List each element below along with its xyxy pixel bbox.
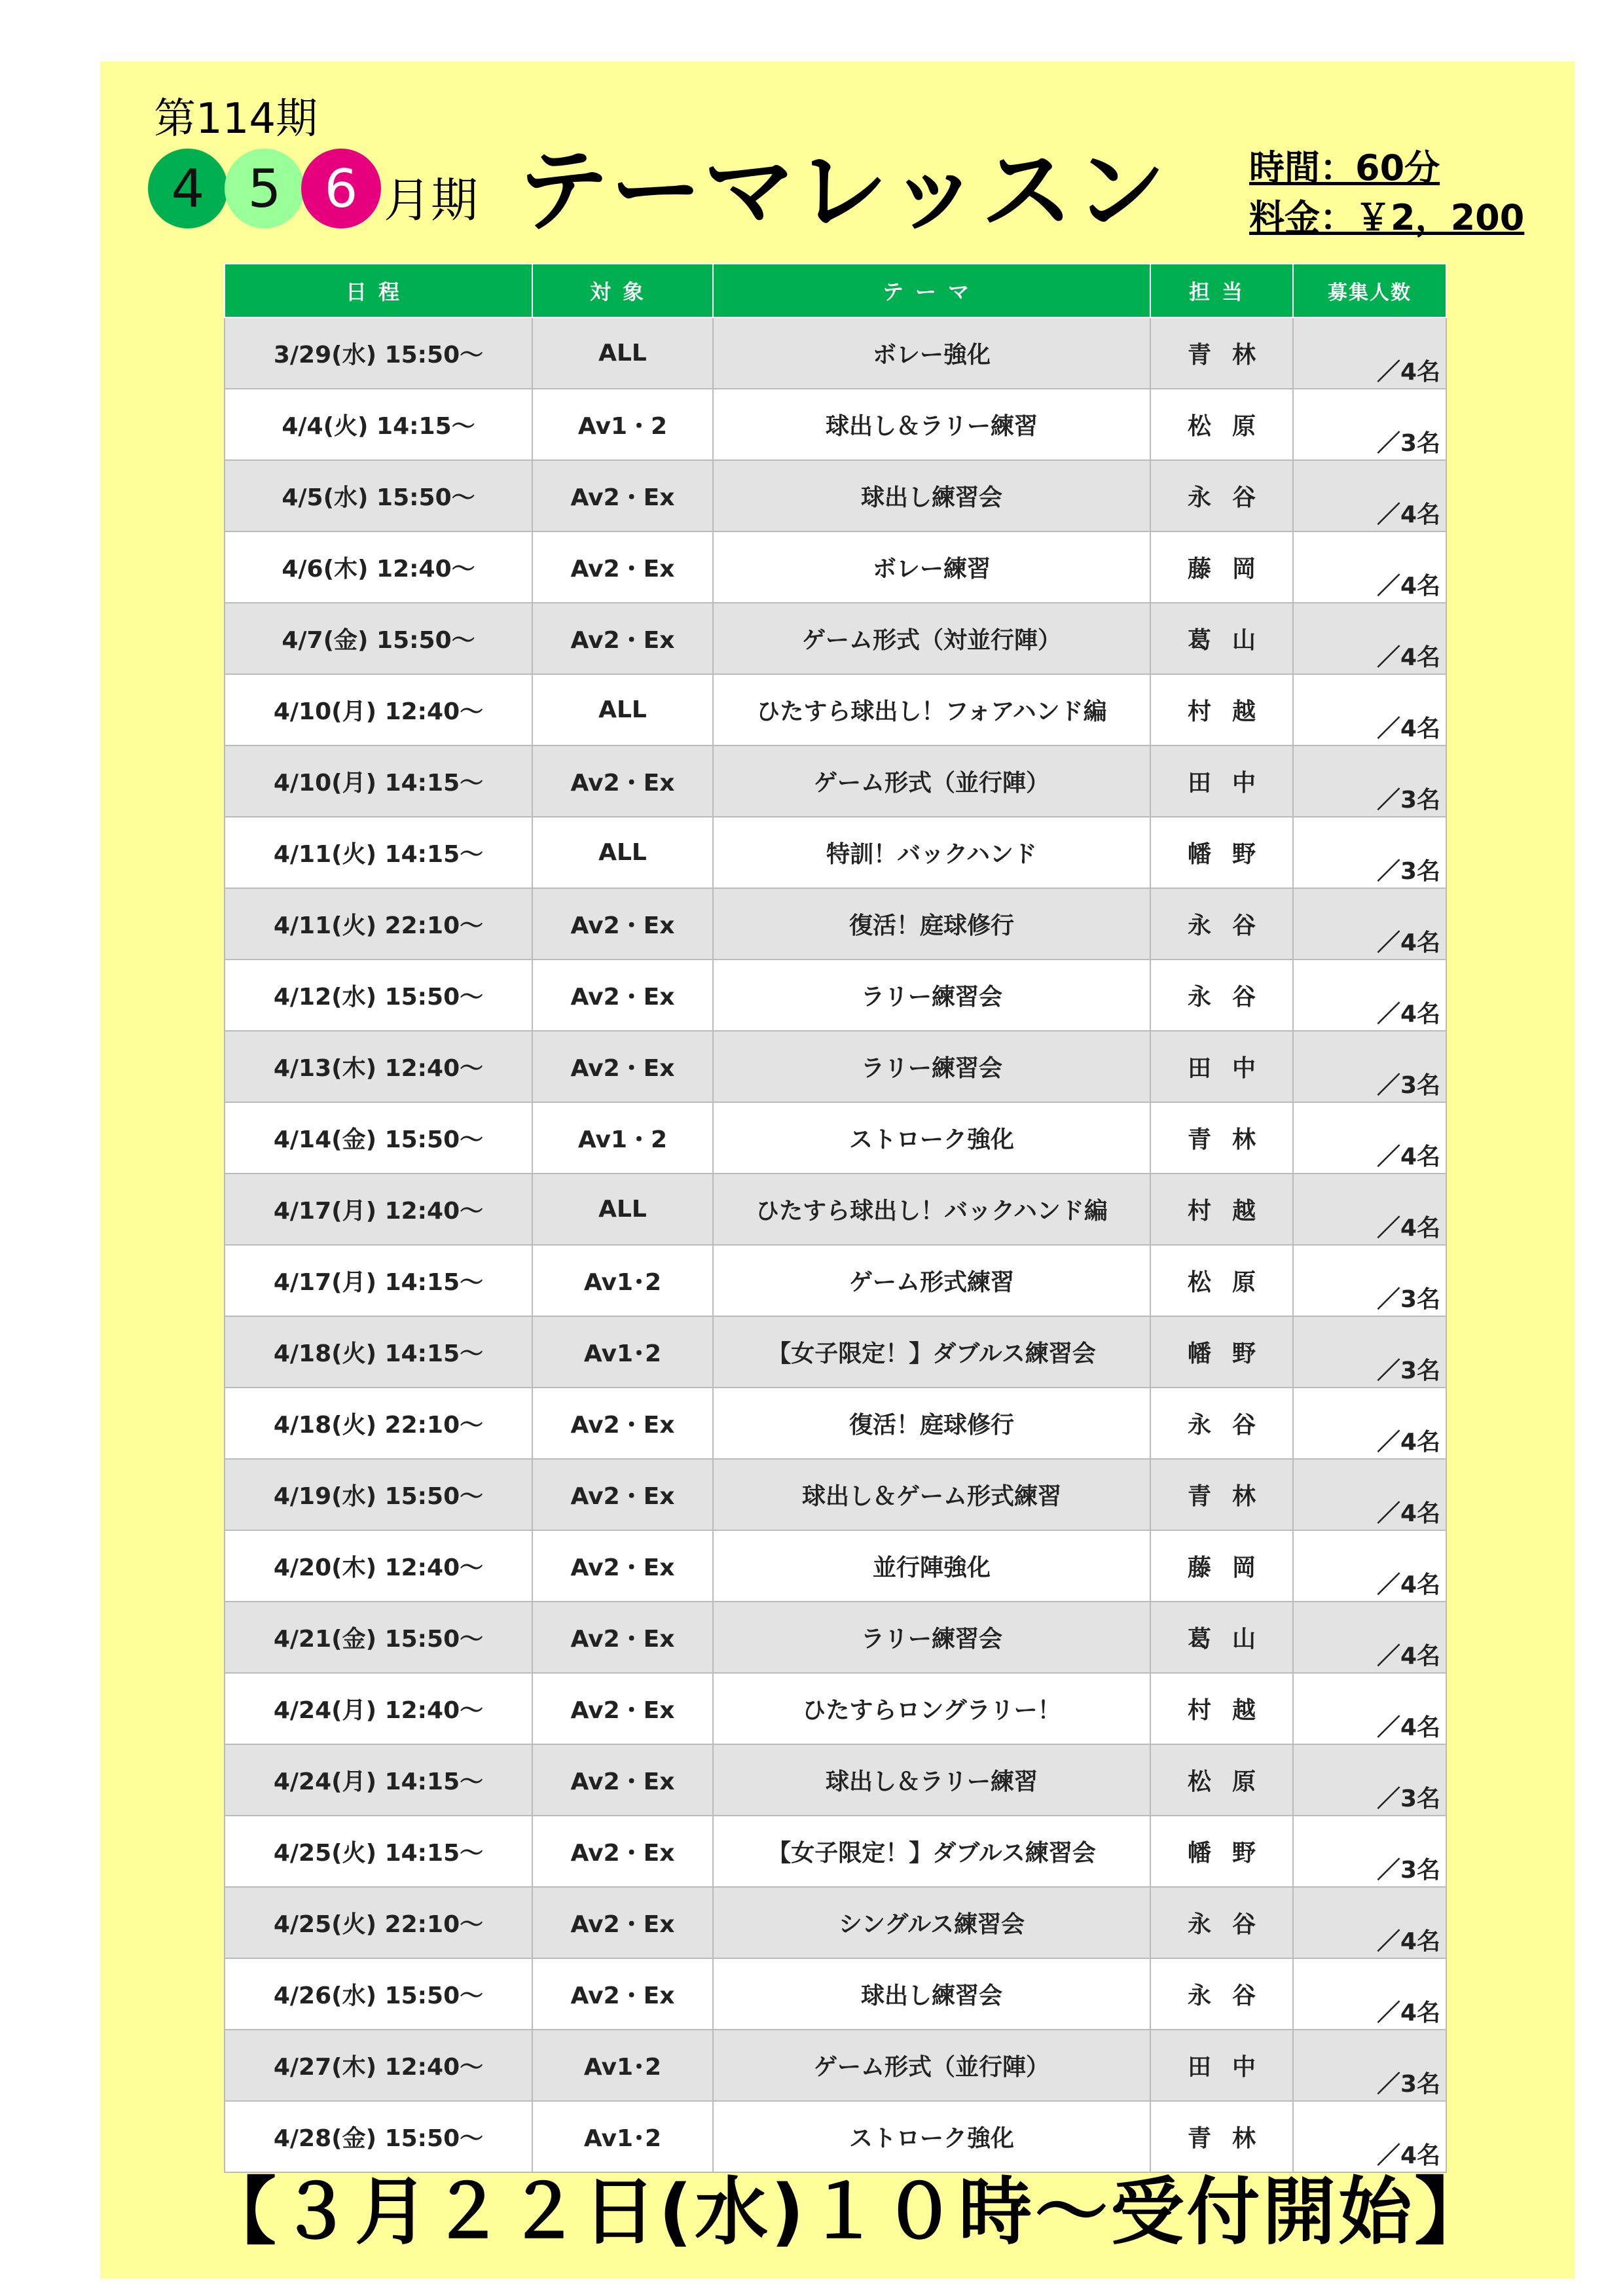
- cell-target: Av1・2: [532, 389, 713, 460]
- cell-capacity: ／3名: [1293, 1031, 1446, 1102]
- table-row: [225, 1530, 1446, 1602]
- cell-theme: ひたすらロングラリー！: [713, 1673, 1150, 1744]
- cell-capacity: ／4名: [1293, 1602, 1446, 1673]
- table-row: [225, 745, 1446, 817]
- cell-target: ALL: [532, 674, 713, 745]
- month-circle-5: 5: [225, 149, 304, 228]
- cell-theme: 球出し＆ゲーム形式練習: [713, 1459, 1150, 1530]
- table-row: [225, 1602, 1446, 1673]
- cell-date: 4/11(火) 22:10～: [225, 888, 532, 960]
- cell-theme: ストローク強化: [713, 1102, 1150, 1174]
- cell-staff: 幡野: [1150, 817, 1293, 888]
- cell-capacity: ／4名: [1293, 1102, 1446, 1174]
- cell-date: 4/28(金) 15:50～: [225, 2101, 532, 2172]
- cell-theme: ボレー強化: [713, 317, 1150, 389]
- cell-date: 4/25(火) 22:10～: [225, 1887, 532, 1958]
- cell-target: Av2・Ex: [532, 1602, 713, 1673]
- cell-target: ALL: [532, 1174, 713, 1245]
- cell-theme: 【女子限定！】ダブルス練習会: [713, 1816, 1150, 1887]
- cell-target: Av2・Ex: [532, 460, 713, 531]
- schedule-body: [225, 317, 1446, 2172]
- cell-target: Av2・Ex: [532, 960, 713, 1031]
- page-title: テーマレッスン: [517, 138, 1167, 245]
- cell-capacity: ／4名: [1293, 1958, 1446, 2030]
- table-row: [225, 603, 1446, 674]
- cell-date: 4/14(金) 15:50～: [225, 1102, 532, 1174]
- cell-theme: 球出し練習会: [713, 1958, 1150, 2030]
- cell-capacity: ／4名: [1293, 888, 1446, 960]
- cell-target: Av2・Ex: [532, 745, 713, 817]
- cell-staff: 幡野: [1150, 1816, 1293, 1887]
- table-row: [225, 460, 1446, 531]
- cell-staff: 村越: [1150, 674, 1293, 745]
- cell-capacity: ／3名: [1293, 1816, 1446, 1887]
- cell-capacity: ／3名: [1293, 745, 1446, 817]
- cell-date: 4/24(月) 12:40～: [225, 1673, 532, 1744]
- month-suffix: 月期: [384, 173, 479, 228]
- cell-target: ALL: [532, 817, 713, 888]
- table-row: [225, 674, 1446, 745]
- cell-staff: 村越: [1150, 1174, 1293, 1245]
- cell-staff: 田中: [1150, 1031, 1293, 1102]
- table-row: [225, 1388, 1446, 1459]
- table-row: [225, 317, 1446, 389]
- cell-staff: 松原: [1150, 1245, 1293, 1316]
- cell-date: 4/21(金) 15:50～: [225, 1602, 532, 1673]
- cell-staff: 村越: [1150, 1673, 1293, 1744]
- column-header-capacity: 募集人数: [1293, 264, 1446, 317]
- cell-target: Av2・Ex: [532, 531, 713, 603]
- table-row: [225, 960, 1446, 1031]
- cell-target: Av2・Ex: [532, 1958, 713, 2030]
- cell-staff: 青林: [1150, 1459, 1293, 1530]
- cell-target: Av1･2: [532, 2030, 713, 2101]
- cell-date: 4/27(木) 12:40～: [225, 2030, 532, 2101]
- cell-date: 4/13(木) 12:40～: [225, 1031, 532, 1102]
- cell-date: 4/5(水) 15:50～: [225, 460, 532, 531]
- cell-capacity: ／3名: [1293, 1245, 1446, 1316]
- table-row: [225, 1102, 1446, 1174]
- cell-target: Av2・Ex: [532, 1887, 713, 1958]
- table-row: [225, 1245, 1446, 1316]
- month-circle-4: 4: [148, 149, 228, 228]
- cell-capacity: ／4名: [1293, 1459, 1446, 1530]
- cell-theme: シングルス練習会: [713, 1887, 1150, 1958]
- cell-capacity: ／3名: [1293, 389, 1446, 460]
- cell-theme: ゲーム形式（並行陣）: [713, 745, 1150, 817]
- cell-date: 4/17(月) 12:40～: [225, 1174, 532, 1245]
- table-row: [225, 389, 1446, 460]
- cell-capacity: ／4名: [1293, 317, 1446, 389]
- cell-date: 4/24(月) 14:15～: [225, 1744, 532, 1816]
- cell-staff: 青林: [1150, 1102, 1293, 1174]
- cell-staff: 永谷: [1150, 1388, 1293, 1459]
- cell-theme: ラリー練習会: [713, 1602, 1150, 1673]
- table-row: [225, 1744, 1446, 1816]
- cell-staff: 永谷: [1150, 460, 1293, 531]
- cell-capacity: ／3名: [1293, 1316, 1446, 1388]
- cell-target: Av2・Ex: [532, 1816, 713, 1887]
- lesson-fee: 料金：￥2，200: [1249, 197, 1525, 238]
- table-row: [225, 2030, 1446, 2101]
- cell-theme: ストローク強化: [713, 2101, 1150, 2172]
- cell-date: 4/11(火) 14:15～: [225, 817, 532, 888]
- lesson-duration: 時間：60分: [1249, 147, 1440, 188]
- cell-date: 4/6(木) 12:40～: [225, 531, 532, 603]
- cell-theme: ひたすら球出し！フォアハンド編: [713, 674, 1150, 745]
- cell-theme: 【女子限定！】ダブルス練習会: [713, 1316, 1150, 1388]
- cell-theme: ラリー練習会: [713, 960, 1150, 1031]
- cell-target: Av2・Ex: [532, 1530, 713, 1602]
- table-row: [225, 1459, 1446, 1530]
- table-row: [225, 1031, 1446, 1102]
- cell-date: 4/18(火) 22:10～: [225, 1388, 532, 1459]
- table-row: [225, 531, 1446, 603]
- table-row: [225, 888, 1446, 960]
- cell-theme: ゲーム形式練習: [713, 1245, 1150, 1316]
- cell-staff: 田中: [1150, 2030, 1293, 2101]
- cell-staff: 藤岡: [1150, 531, 1293, 603]
- cell-capacity: ／3名: [1293, 817, 1446, 888]
- cell-date: 4/4(火) 14:15～: [225, 389, 532, 460]
- cell-staff: 永谷: [1150, 1958, 1293, 2030]
- cell-staff: 田中: [1150, 745, 1293, 817]
- column-header-theme: テーマ: [713, 264, 1150, 317]
- column-header-date: 日程: [225, 264, 532, 317]
- cell-capacity: ／4名: [1293, 1530, 1446, 1602]
- cell-target: Av2・Ex: [532, 1744, 713, 1816]
- cell-target: Av2・Ex: [532, 1673, 713, 1744]
- cell-date: 4/17(月) 14:15～: [225, 1245, 532, 1316]
- table-row: [225, 1174, 1446, 1245]
- table-row: [225, 1887, 1446, 1958]
- table-row: [225, 1816, 1446, 1887]
- cell-target: Av1・2: [532, 1102, 713, 1174]
- cell-theme: ゲーム形式（対並行陣）: [713, 603, 1150, 674]
- month-circle-6: 6: [301, 149, 381, 228]
- cell-target: Av2・Ex: [532, 1388, 713, 1459]
- cell-date: 3/29(水) 15:50～: [225, 317, 532, 389]
- cell-target: Av1･2: [532, 1245, 713, 1316]
- cell-date: 4/12(水) 15:50～: [225, 960, 532, 1031]
- cell-target: Av1･2: [532, 2101, 713, 2172]
- cell-staff: 松原: [1150, 1744, 1293, 1816]
- cell-staff: 永谷: [1150, 888, 1293, 960]
- table-row: [225, 1958, 1446, 2030]
- cell-theme: ボレー練習: [713, 531, 1150, 603]
- cell-theme: 球出し＆ラリー練習: [713, 389, 1150, 460]
- cell-date: 4/25(火) 14:15～: [225, 1816, 532, 1887]
- cell-capacity: ／3名: [1293, 2030, 1446, 2101]
- cell-target: Av2・Ex: [532, 888, 713, 960]
- cell-date: 4/10(月) 14:15～: [225, 745, 532, 817]
- cell-capacity: ／4名: [1293, 2101, 1446, 2172]
- cell-capacity: ／4名: [1293, 674, 1446, 745]
- cell-theme: ラリー練習会: [713, 1031, 1150, 1102]
- cell-target: ALL: [532, 317, 713, 389]
- cell-date: 4/26(水) 15:50～: [225, 1958, 532, 2030]
- cell-capacity: ／4名: [1293, 603, 1446, 674]
- cell-target: Av1･2: [532, 1316, 713, 1388]
- table-row: [225, 1673, 1446, 1744]
- cell-theme: 特訓！バックハンド: [713, 817, 1150, 888]
- table-row: [225, 817, 1446, 888]
- cell-capacity: ／4名: [1293, 1673, 1446, 1744]
- cell-capacity: ／4名: [1293, 1887, 1446, 1958]
- cell-capacity: ／4名: [1293, 1388, 1446, 1459]
- cell-date: 4/18(火) 14:15～: [225, 1316, 532, 1388]
- column-header-target: 対象: [532, 264, 713, 317]
- cell-theme: ゲーム形式（並行陣）: [713, 2030, 1150, 2101]
- cell-staff: 葛山: [1150, 603, 1293, 674]
- cell-theme: 球出し＆ラリー練習: [713, 1744, 1150, 1816]
- cell-staff: 青林: [1150, 2101, 1293, 2172]
- cell-staff: 永谷: [1150, 1887, 1293, 1958]
- cell-theme: 並行陣強化: [713, 1530, 1150, 1602]
- season-label: 第114期: [154, 95, 318, 143]
- cell-theme: ひたすら球出し！バックハンド編: [713, 1174, 1150, 1245]
- cell-capacity: ／4名: [1293, 1174, 1446, 1245]
- cell-staff: 葛山: [1150, 1602, 1293, 1673]
- cell-theme: 復活！庭球修行: [713, 1388, 1150, 1459]
- cell-target: Av2・Ex: [532, 1031, 713, 1102]
- cell-capacity: ／4名: [1293, 960, 1446, 1031]
- cell-capacity: ／4名: [1293, 531, 1446, 603]
- schedule-table: [224, 263, 1447, 2173]
- cell-capacity: ／3名: [1293, 1744, 1446, 1816]
- cell-staff: 青林: [1150, 317, 1293, 389]
- column-header-staff: 担当: [1150, 264, 1293, 317]
- cell-theme: 球出し練習会: [713, 460, 1150, 531]
- cell-theme: 復活！庭球修行: [713, 888, 1150, 960]
- cell-capacity: ／4名: [1293, 460, 1446, 531]
- cell-staff: 藤岡: [1150, 1530, 1293, 1602]
- cell-date: 4/19(水) 15:50～: [225, 1459, 532, 1530]
- cell-date: 4/20(木) 12:40～: [225, 1530, 532, 1602]
- cell-date: 4/7(金) 15:50～: [225, 603, 532, 674]
- cell-date: 4/10(月) 12:40～: [225, 674, 532, 745]
- table-row: [225, 1316, 1446, 1388]
- cell-target: Av2・Ex: [532, 1459, 713, 1530]
- table-header-row: [225, 264, 1446, 317]
- cell-staff: 松原: [1150, 389, 1293, 460]
- registration-start-notice: 【３月２２日(水)１０時～受付開始】: [203, 2170, 1491, 2255]
- cell-target: Av2・Ex: [532, 603, 713, 674]
- cell-staff: 幡野: [1150, 1316, 1293, 1388]
- cell-staff: 永谷: [1150, 960, 1293, 1031]
